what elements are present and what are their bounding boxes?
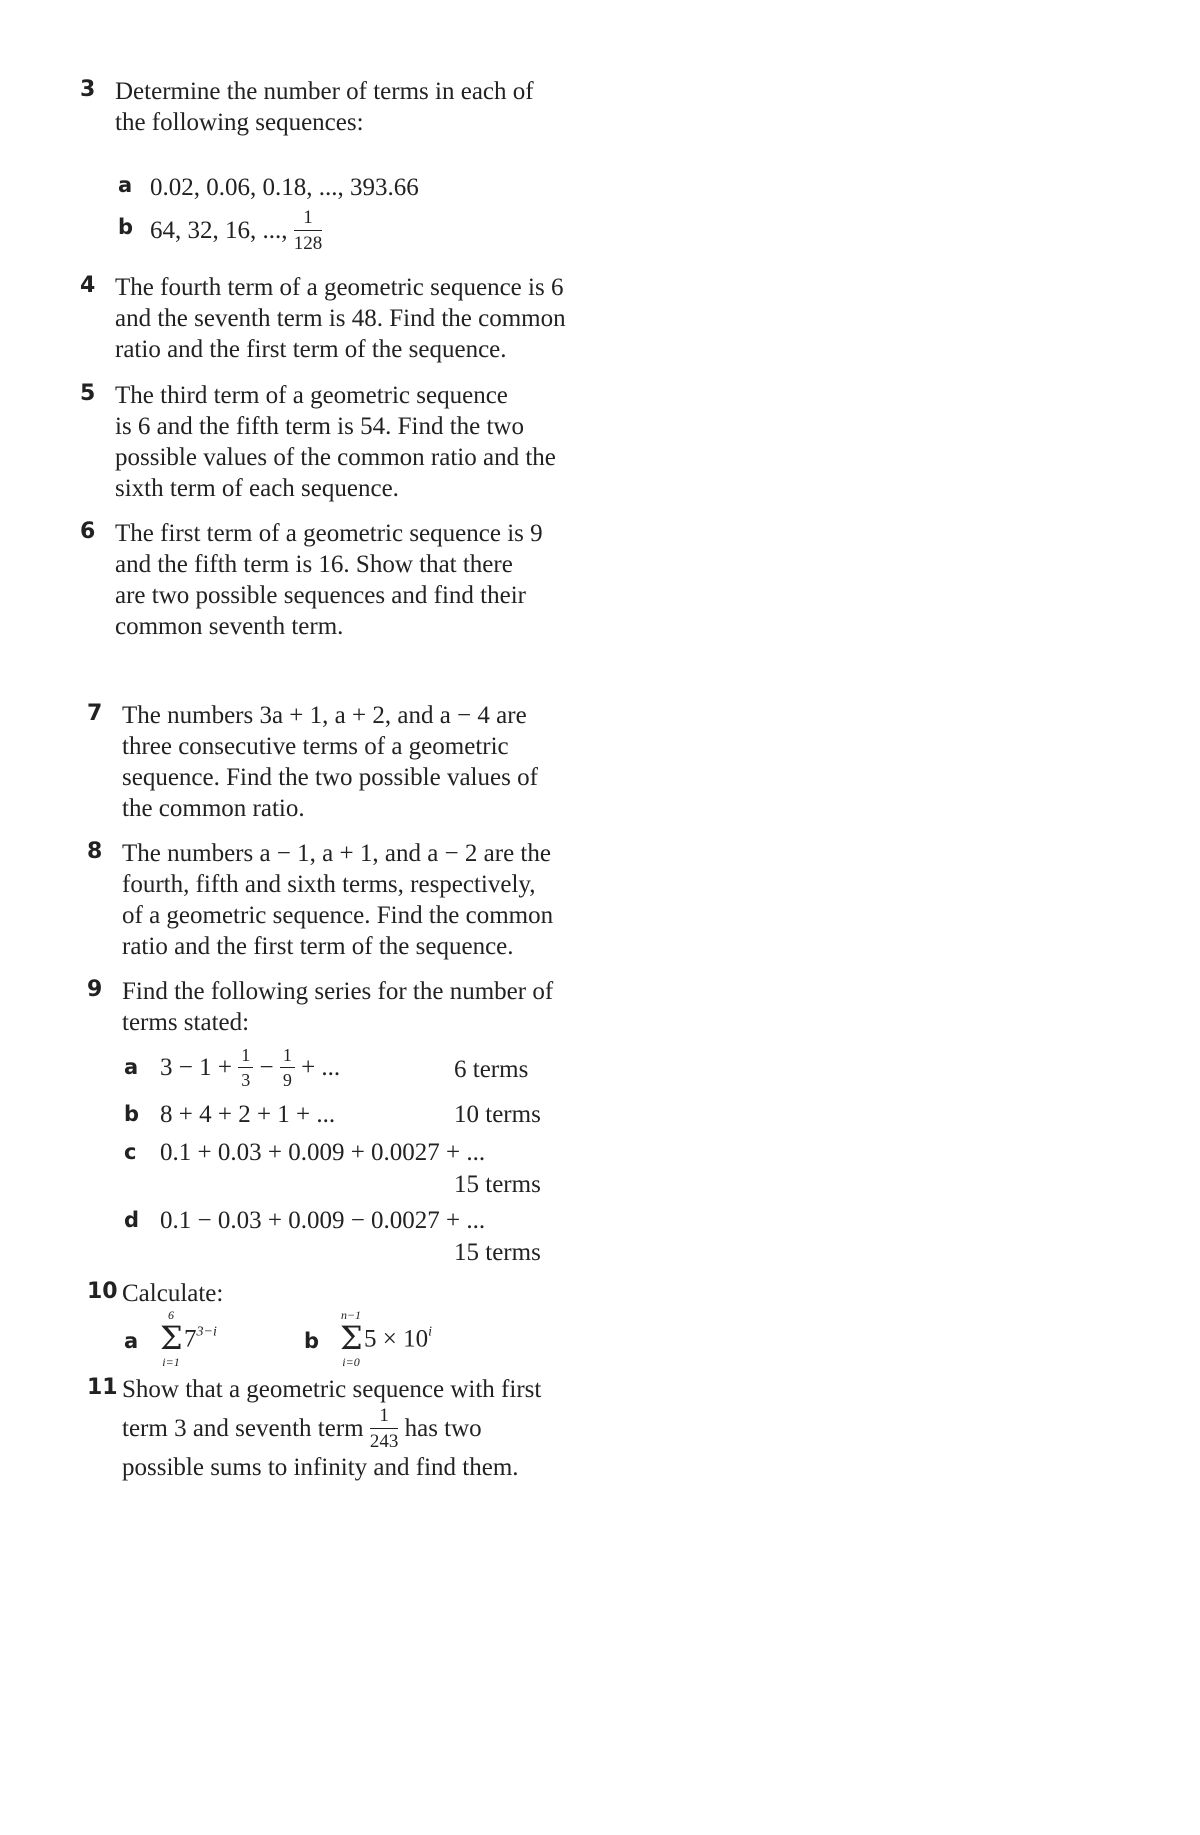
question-line: Determine the number of terms in each of (115, 78, 534, 105)
part-label: a (124, 1329, 139, 1353)
fraction-denominator: 3 (241, 1070, 251, 1090)
question-line: of a geometric sequence. Find the common (122, 902, 554, 929)
part-text: 0.02, 0.06, 0.18, ..., 393.66 (150, 174, 419, 201)
question-8 (87, 838, 687, 968)
question-number: 7 (87, 701, 103, 726)
question-line: possible values of the common ratio and the (115, 444, 556, 471)
question-text (122, 838, 553, 962)
question-number: 6 (80, 519, 96, 544)
summation-exponent: i (428, 1324, 432, 1340)
part-text: + ... (301, 1054, 341, 1081)
question-9 (87, 976, 687, 1266)
fraction (238, 1046, 253, 1089)
question-11 (87, 1374, 707, 1484)
question-text (115, 380, 556, 504)
fraction-denominator: 9 (282, 1070, 292, 1090)
question-7 (87, 700, 687, 830)
question-line: common seventh term. (115, 613, 344, 640)
part-label: b (118, 215, 134, 239)
question-line: sequence. Find the two possible values of (122, 764, 538, 791)
question-line: the common ratio. (122, 795, 305, 822)
part-label: a (124, 1055, 139, 1079)
summation-symbol: 6 Σ i=1 (160, 1308, 183, 1369)
question-line: and the seventh term is 48. Find the common (115, 305, 566, 332)
part-text: 8 + 4 + 2 + 1 + ... (160, 1101, 336, 1128)
summation-upper-limit: n−1 (340, 1308, 362, 1322)
question-line: terms stated: (122, 1009, 250, 1036)
question-text-segment: term 3 and seventh term (122, 1415, 364, 1442)
fraction-numerator: 1 (280, 1046, 295, 1068)
question-text-segment: has two (404, 1415, 482, 1442)
question-line: fourth, fifth and sixth terms, respectively, (122, 871, 536, 898)
question-text (122, 976, 553, 1038)
part-text: 3 − 1 + (160, 1054, 232, 1081)
question-5 (80, 380, 680, 510)
terms-count: 6 terms (454, 1056, 529, 1083)
question-line (122, 1406, 482, 1451)
fraction-denominator: 128 (293, 233, 323, 254)
question-number: 11 (87, 1375, 118, 1400)
fraction-numerator: 1 (370, 1406, 399, 1429)
fraction (370, 1406, 399, 1451)
question-line: and the fifth term is 16. Show that there (115, 551, 513, 578)
summation-lower-limit: i=0 (342, 1355, 360, 1369)
question-line: is 6 and the fifth term is 54. Find the two (115, 413, 524, 440)
question-number: 8 (87, 839, 103, 864)
part-label: a (118, 173, 133, 197)
summation-body: 5 × 10 (364, 1325, 429, 1353)
terms-count: 15 terms (454, 1171, 541, 1198)
question-line: The numbers 3a + 1, a + 2, and a − 4 are (122, 702, 527, 729)
part-text: − (259, 1054, 274, 1081)
question-line: ratio and the first term of the sequence. (115, 336, 507, 363)
summation-upper-limit: 6 (168, 1308, 174, 1322)
fraction-numerator: 1 (238, 1046, 253, 1068)
question-text (115, 76, 534, 138)
question-line: The third term of a geometric sequence (115, 382, 508, 409)
part-label: d (124, 1208, 140, 1232)
question-number: 3 (80, 77, 96, 102)
question-line: sixth term of each sequence. (115, 475, 399, 502)
question-line: three consecutive terms of a geometric (122, 733, 509, 760)
question-line: possible sums to infinity and find them. (122, 1454, 519, 1481)
part-text: 0.1 + 0.03 + 0.009 + 0.0027 + ... (160, 1139, 486, 1166)
fraction (294, 208, 323, 253)
question-text: Calculate: (122, 1280, 224, 1307)
question-line: The numbers a − 1, a + 1, and a − 2 are the (122, 840, 551, 867)
question-6 (80, 518, 680, 648)
question-line: The first term of a geometric sequence is 9 (115, 520, 543, 547)
question-text (122, 700, 538, 824)
question-3 (80, 76, 640, 266)
question-text (122, 1374, 541, 1405)
question-line: Show that a geometric sequence with first (122, 1376, 542, 1403)
part-label: b (304, 1329, 320, 1353)
question-number: 10 (87, 1279, 118, 1304)
question-text (115, 272, 566, 365)
question-line: the following sequences: (115, 109, 364, 136)
part-label: c (124, 1140, 137, 1164)
terms-count: 15 terms (454, 1239, 541, 1266)
part-text: 64, 32, 16, ..., (150, 217, 288, 244)
question-line: The fourth term of a geometric sequence is 6 (115, 274, 564, 301)
question-10 (87, 1278, 687, 1378)
question-number: 9 (87, 977, 103, 1002)
question-line: Find the following series for the number of (122, 978, 554, 1005)
question-line: ratio and the first term of the sequence. (122, 933, 514, 960)
fraction (280, 1046, 295, 1089)
part-label: b (124, 1102, 140, 1126)
terms-count: 10 terms (454, 1101, 541, 1128)
question-text (115, 518, 543, 642)
part-text: 0.1 − 0.03 + 0.009 − 0.0027 + ... (160, 1207, 486, 1234)
question-line: are two possible sequences and find their (115, 582, 526, 609)
question-number: 5 (80, 381, 96, 406)
question-number: 4 (80, 273, 96, 298)
summation-exponent: 3−i (196, 1324, 217, 1340)
summation-base: 7 (184, 1325, 197, 1353)
summation-lower-limit: i=1 (162, 1355, 180, 1369)
fraction-denominator: 243 (369, 1431, 399, 1452)
summation-symbol: n−1 Σ i=0 (340, 1308, 363, 1369)
fraction-numerator: 1 (294, 208, 323, 231)
question-4 (80, 272, 680, 372)
